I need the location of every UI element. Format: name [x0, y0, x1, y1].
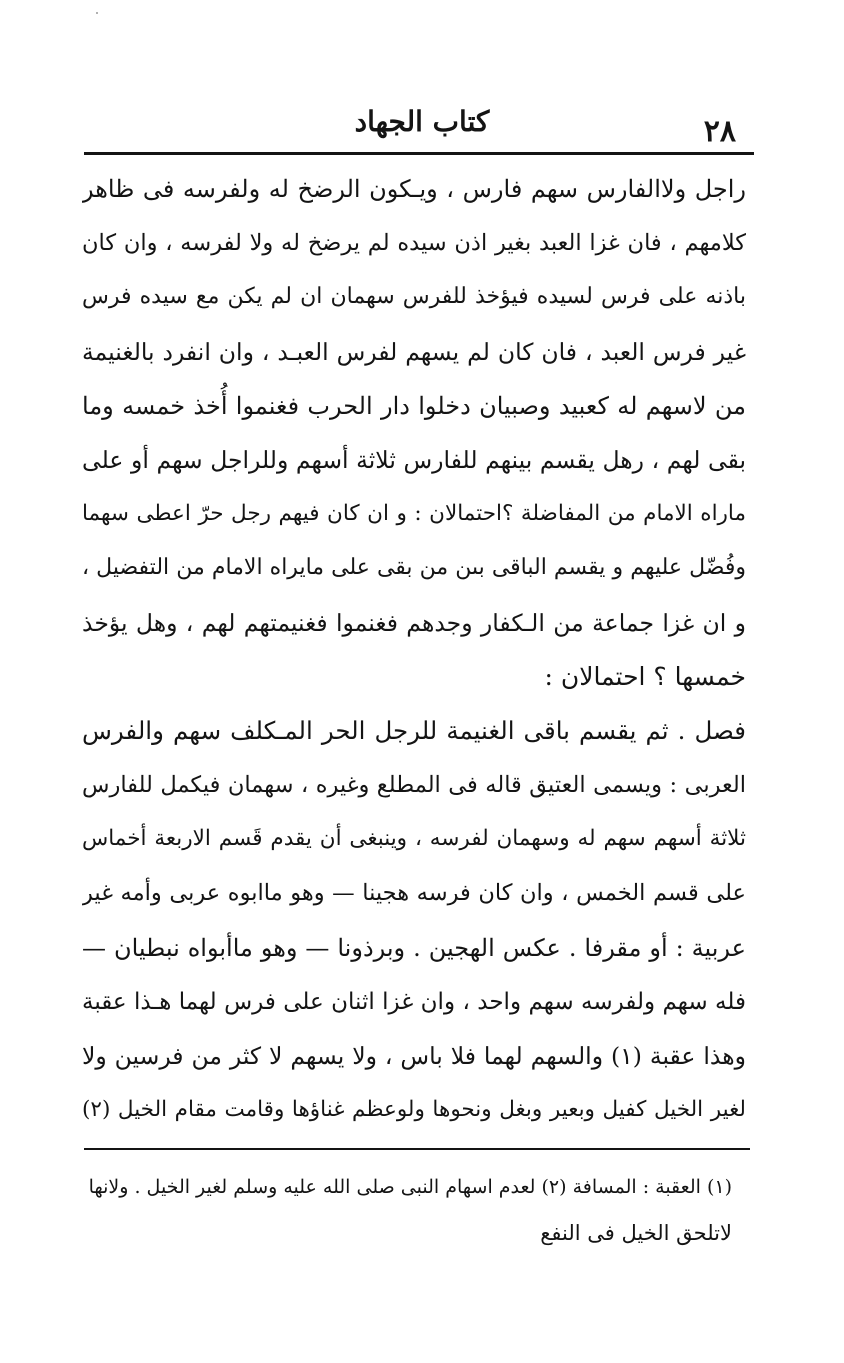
text-line: كلامهم ، فان غزا العبد بغير اذن سيده لم يرضخ له ولا لفرسه ، وان كان	[82, 230, 746, 257]
text-line: فله سهم ولفرسه سهم واحد ، وان غزا اثنان على فرس لهما هـذا عقبة	[82, 988, 746, 1015]
text-line: عربية : أو مقرفا . عكس الهجين . وبرذونا — وهو ماأبواه نبطيان —	[82, 933, 746, 962]
text-line: وفُضّل عليهم و يقسم الباقى بىن من بقى على مايراه الامام من التفضيل ،	[82, 555, 746, 581]
text-line: و ان غزا جماعة من الـكفار وجدهم فغنموا فغنيمتهم لهم ، وهل يؤخذ	[82, 608, 746, 637]
text-line: باذنه على فرس لسيده فيؤخذ للفرس سهمان ان لم يكن مع سيده فرس	[82, 284, 746, 310]
text-line: ثلاثة أسهم سهم له وسهمان لفرسه ، وينبغى أن يقدم قَسم الاربعة أخماس	[82, 826, 746, 852]
footnote-line: لاتلحق الخيل فى النفع	[540, 1221, 732, 1245]
page-number: ٢٨	[703, 114, 736, 149]
body-text	[82, 162, 746, 1137]
footnotes	[84, 1164, 732, 1256]
paper-speck	[96, 12, 98, 14]
text-line: راجل ولاالفارس سهم فارس ، ويـكون الرضخ له ولفرسه فى ظاهر	[82, 175, 746, 203]
footnote-line: (١) العقبة : المسافة (٢) لعدم اسهام النبى صلى الله عليه وسلم لغير الخيل . ولانها	[88, 1176, 732, 1198]
section-heading-line: فصل . ثم يقسم باقى الغنيمة للرجل الحر المـكلف سهم والفرس	[82, 715, 746, 745]
text-line: بقى لهم ، رهل يقسم بينهم للفارس ثلاثة أسهم وللراجل سهم أو على	[82, 445, 746, 474]
text-line: ماراه الامام من المفاضلة ؟احتمالان : و ان كان فيهم رجل حرّ اعطى سهما	[82, 501, 746, 527]
text-line: العربى : ويسمى العتيق قاله فى المطلع وغيره ، سهمان فيكمل للفارس	[82, 772, 746, 799]
text-line: من لاسهم له كعبيد وصبيان دخلوا دار الحرب فغنموا أُخذ خمسه وما	[82, 391, 746, 420]
text-line: وهذا عقبة (١) والسهم لهما فلا باس ، ولا يسهم لا كثر من فرسين ولا	[82, 1042, 746, 1070]
footnote-rule	[84, 1148, 750, 1150]
header-rule	[84, 152, 754, 155]
text-line: على قسم الخمس ، وان كان فرسه هجينا — وهو ماابوه عربى وأمه غير	[82, 880, 746, 907]
text-line: لغير الخيل كفيل وبعير وبغل ونحوها ولوعظم غناؤها وقامت مقام الخيل (٢)	[82, 1097, 746, 1123]
text-line: غير فرس العبد ، فان كان لم يسهم لفرس العبـد ، وان انفرد بالغنيمة	[82, 337, 746, 366]
page-title: كتاب الجهاد	[354, 105, 490, 138]
text-line: خمسها ؟ احتمالان :	[544, 661, 746, 691]
